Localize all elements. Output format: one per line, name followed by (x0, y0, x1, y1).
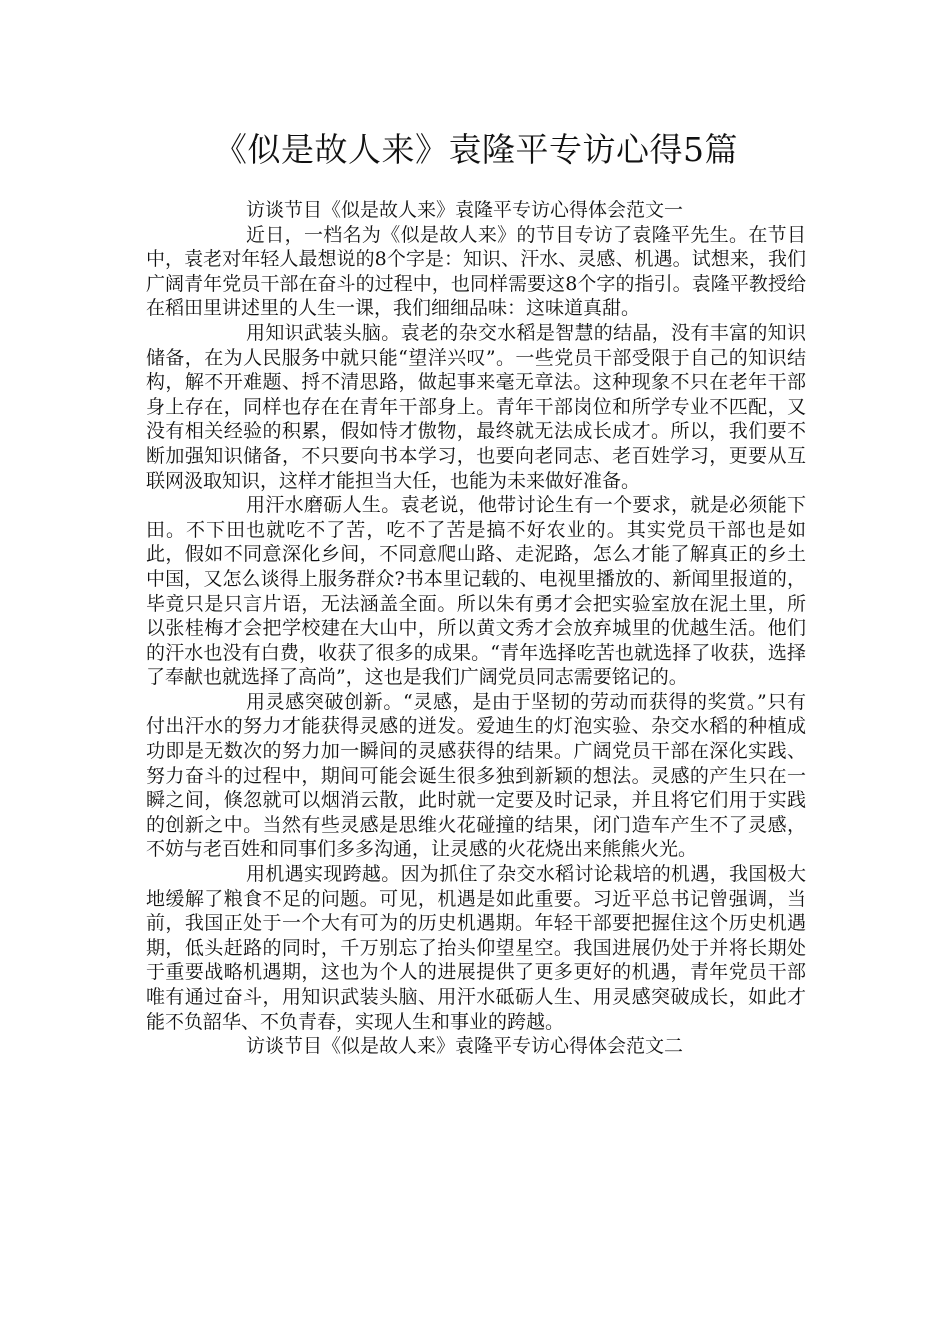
document-body (146, 198, 806, 1059)
document-title: 《似是故人来》袁隆平专访心得5篇 (214, 130, 738, 169)
paragraph: 用灵感突破创新。“灵感，是由于坚韧的劳动而获得的奖赏。”只有付出汗水的努力才能获得灵感的迸发。爱迪生的灯泡实验、杂交水稻的种植成功即是无数次的努力加一瞬间的灵感获得的结果。广阔党员干部在深化实践、努力奋斗的过程中，期间可能会诞生很多独到新颖的想法。灵感的产生只在一瞬之间，倏忽就可以烟消云散，此时就一定要及时记录，并且将它们用于实践的创新之中。当然有些灵感是思维火花碰撞的结果，闭门造车产生不了灵感，不妨与老百姓和同事们多多沟通，让灵感的火花烧出来熊熊火光。 (146, 690, 806, 861)
section-heading: 访谈节目《似是故人来》袁隆平专访心得体会范文二 (246, 1035, 684, 1058)
paragraph: 用机遇实现跨越。因为抓住了杂交水稻讨论栽培的机遇，我国极大地缓解了粮食不足的问题。可见，机遇是如此重要。习近平总书记曾强调，当前，我国正处于一个大有可为的历史机遇期。年轻干部要把握住这个历史机遇期，低头赶路的同时，千万别忘了抬头仰望星空。我国进展仍处于并将长期处于重要战略机遇期，这也为个人的进展提供了更多更好的机遇，青年党员干部唯有通过奋斗，用知识武装头脑、用汗水砥砺人生、用灵感突破成长，如此才能不负韶华、不负青春，实现人生和事业的跨越。 (146, 863, 806, 1033)
paragraph: 近日，一档名为《似是故人来》的节目专访了袁隆平先生。在节目中，袁老对年轻人最想说的8个字是：知识、汗水、灵感、机遇。试想来，我们广阔青年党员干部在奋斗的过程中，也同样需要这8个字的指引。袁隆平教授给在稻田里讲述里的人生一课，我们细细品味：这味道真甜。 (146, 223, 806, 320)
paragraph: 用知识武装头脑。袁老的杂交水稻是智慧的结晶，没有丰富的知识储备，在为人民服务中就只能“望洋兴叹”。一些党员干部受限于自己的知识结构，解不开难题、捋不清思路，做起事来毫无章法。这种现象不只在老年干部身上存在，同样也存在在青年干部身上。青年干部岗位和所学专业不匹配，又没有相关经验的积累，假如恃才傲物，最终就无法成长成才。所以，我们要不断加强知识储备，不只要向书本学习，也要向老同志、老百姓学习，更要从互联网汲取知识，这样才能担当大任，也能为未来做好准备。 (146, 321, 806, 492)
section-heading: 访谈节目《似是故人来》袁隆平专访心得体会范文一 (246, 199, 684, 221)
paragraph: 用汗水磨砺人生。袁老说，他带讨论生有一个要求，就是必须能下田。不下田也就吃不了苦，吃不了苦是搞不好农业的。其实党员干部也是如此，假如不同意深化乡间，不同意爬山路、走泥路，怎么才能了解真正的乡土中国，又怎么谈得上服务群众?书本里记载的、电视里播放的、新闻里报道的，毕竟只是只言片语，无法涵盖全面。所以朱有勇才会把实验室放在泥土里，所以张桂梅才会把学校建在大山中，所以黄文秀才会放弃城里的优越生活。他们的汗水也没有白费，收获了很多的成果。“青年选择吃苦也就选择了收获，选择了奉献也就选择了高尚”，这也是我们广阔党员同志需要铭记的。 (146, 494, 806, 689)
